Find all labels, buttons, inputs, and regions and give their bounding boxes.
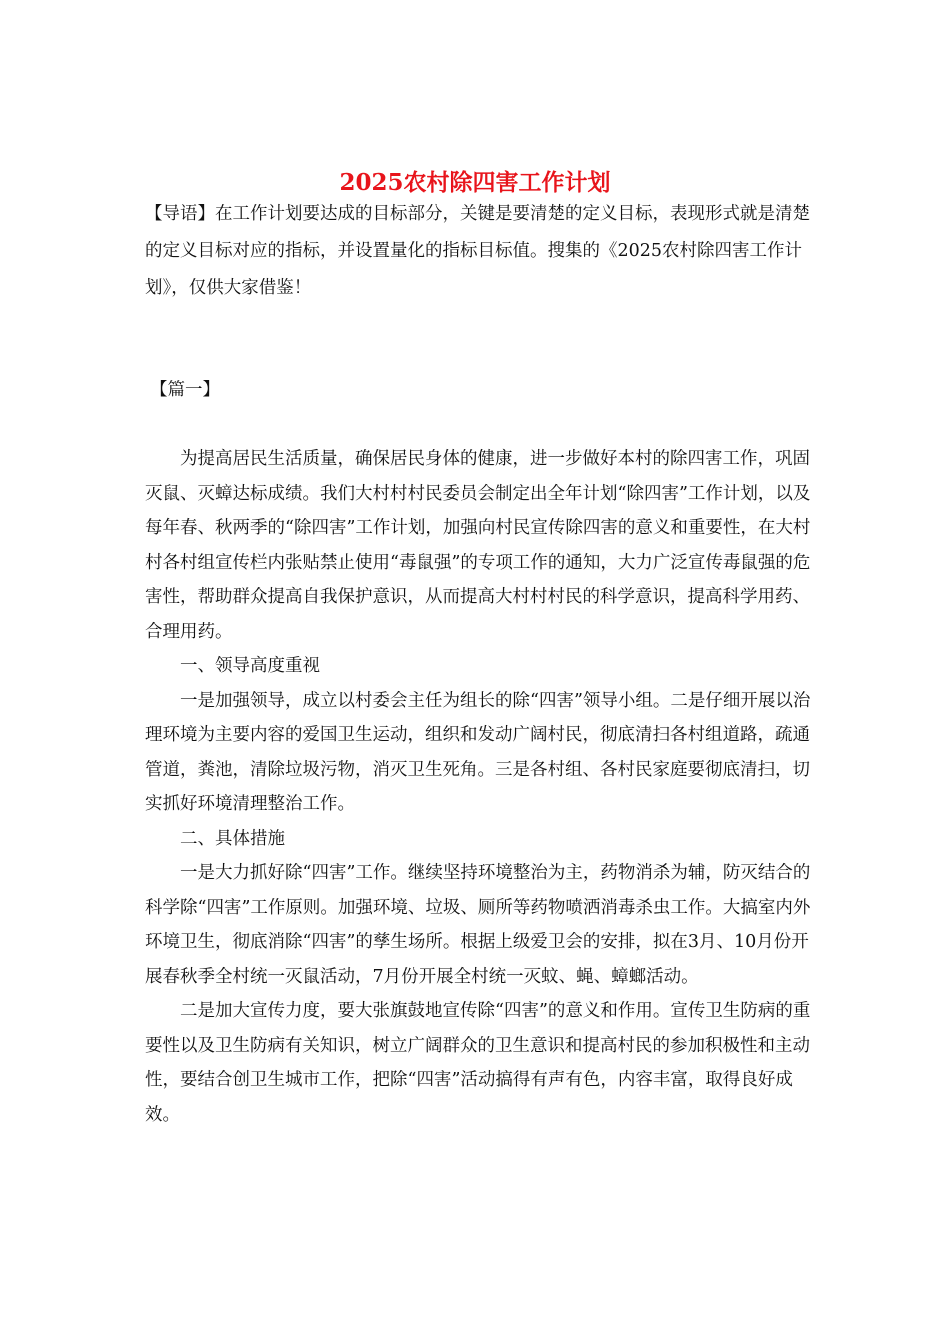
paragraph-measures-1: 一是大力抓好除“四害”工作。继续坚持环境整治为主，药物消杀为辅，防灭结合的科学除“四害”工作原则。加强环境、垃圾、厕所等药物喷洒消毒杀虫工作。大搞室内外环境卫生，彻底消除“四害”的孳生场所。根据上级爱卫会的安排，拟在3月、10月份开展春秋季全村统一灭鼠活动，7月份开展全村统一灭蚊、蝇、蟑螂活动。: [145, 863, 811, 987]
heading-leadership: 一、领导高度重视: [180, 656, 320, 676]
heading-measures: 二、具体措施: [180, 828, 285, 849]
paragraph-leadership: 一是加强领导，成立以村委会主任为组长的除“四害”领导小组。二是仔细开展以治理环境为主要内容的爱国卫生运动，组织和发动广阔村民，彻底清扫各村组道路，疏通管道，粪池，清除垃圾污物，消灭卫生死角。三是各村组、各村民家庭要彻底清扫，切实抓好环境清理整治工作。: [145, 690, 811, 814]
paragraph-intro: 为提高居民生活质量，确保居民身体的健康，进一步做好本村的除四害工作，巩固灭鼠、灭蟑达标成绩。我们大村村村民委员会制定出全年计划“除四害”工作计划，以及每年春、秋两季的“除四害”工作计划，加强向村民宣传除四害的意义和重要性，在大村村各村组宣传栏内张贴禁止使用“毒鼠强”的专项工作的通知，大力广泛宣传毒鼠强的危害性，帮助群众提高自我保护意识，从而提高大村村村民的科学意识，提高科学用药、合理用药。: [145, 449, 811, 642]
lead-paragraph: 【导语】在工作计划要达成的目标部分，关键是要清楚的定义目标，表现形式就是清楚的定义目标对应的指标，并设置量化的指标目标值。搜集的《2025农村除四害工作计划》，仅供大家借鉴！: [145, 204, 810, 298]
body-text: [145, 442, 815, 1132]
section-label: 【篇一】: [150, 380, 220, 400]
document-title: 2025农村除四害工作计划: [339, 169, 611, 197]
paragraph-measures-2: 二是加大宣传力度，要大张旗鼓地宣传除“四害”的意义和作用。宣传卫生防病的重要性以及卫生防病有关知识，树立广阔群众的卫生意识和提高村民的参加积极性和主动性，要结合创卫生城市工作，把除“四害”活动搞得有声有色，内容丰富，取得良好成效。: [145, 1001, 811, 1125]
